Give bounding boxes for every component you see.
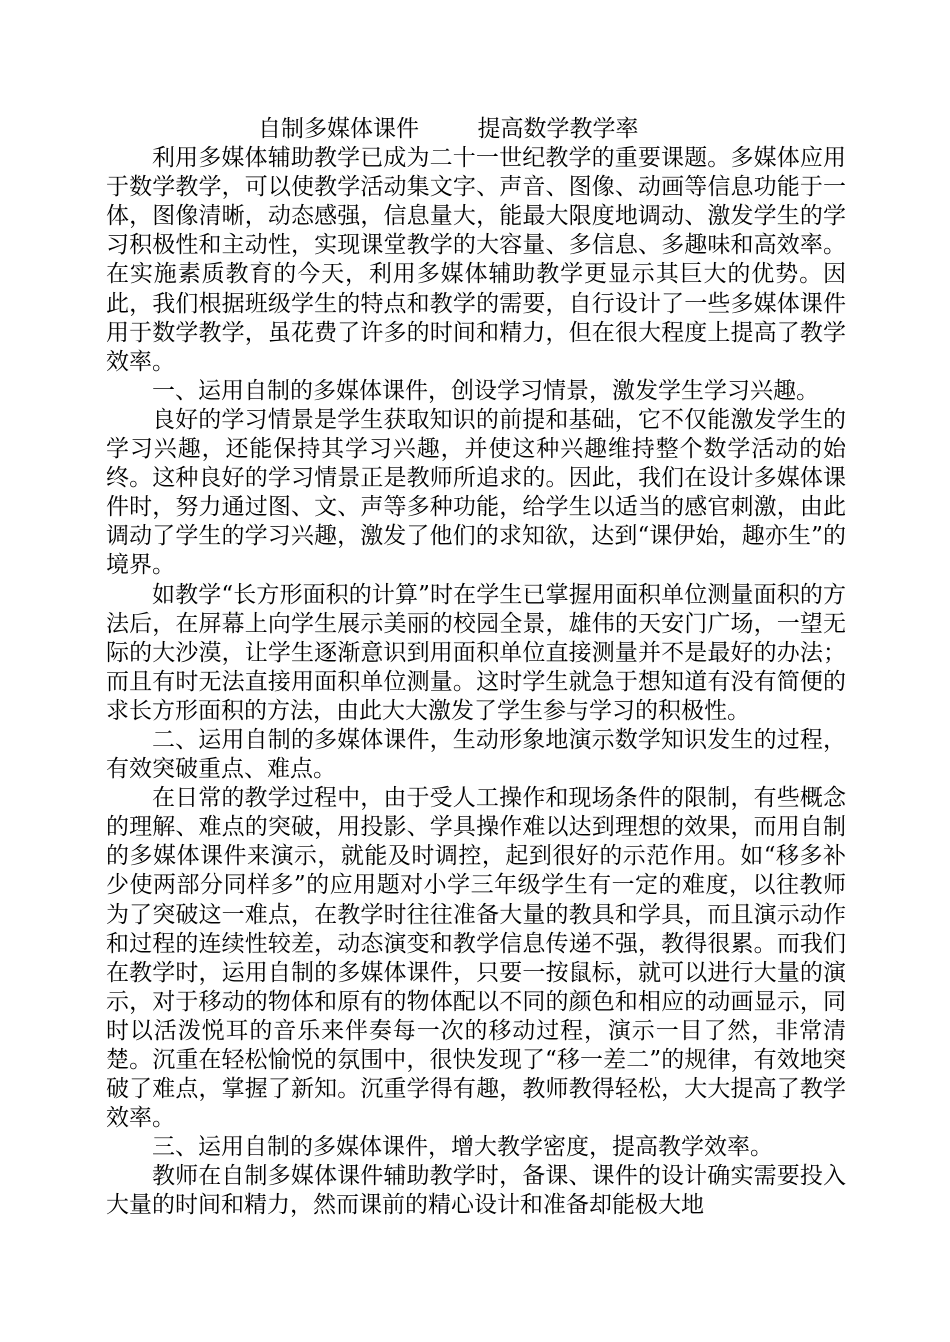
paragraph-intro: 利用多媒体辅助教学已成为二十一世纪教学的重要课题。多媒体应用于数学教学，可以使教学活动集文字、声音、图像、动画等信息功能于一体，图像清晰，动态感强，信息量大，能最大限度地调动、激发学生的学习积极性和主动性，实现课堂教学的大容量、多信息、多趣味和高效率。在实施素质教育的今天，利用多媒体辅助教学更显示其巨大的优势。因此，我们根据班级学生的特点和教学的需要，自行设计了一些多媒体课件用于数学教学，虽花费了许多的时间和精力，但在很大程度上提高了教学效率。 <box>106 145 846 375</box>
document-title: 自制多媒体课件 提高数学教学率 <box>258 116 639 142</box>
paragraph-section-2-body: 在日常的教学过程中，由于受人工操作和现场条件的限制，有些概念的理解、难点的突破，用投影、学具操作难以达到理想的效果，而用自制的多媒体课件来演示，就能及时调控，起到很好的示范作用。如“移多补少使两部分同样多”的应用题对小学三年级学生有一定的难度，以往教师为了突破这一难点，在教学时往往准备大量的教具和学具，而且演示动作和过程的连续性较差，动态演变和教学信息传递不强，教得很累。而我们在教学时，运用自制的多媒体课件，只要一按鼠标，就可以进行大量的演示，对于移动的物体和原有的物体配以不同的颜色和相应的动画显示，同时以活泼悦耳的音乐来伴奏每一次的移动过程，演示一目了然，非常清楚。沉重在轻松愉悦的氛围中，很快发现了“移一差二”的规律，有效地突破了难点，掌握了新知。沉重学得有趣，教师教得轻松，大大提高了教学效率。 <box>106 785 846 1132</box>
section-heading-2: 二、运用自制的多媒体课件，生动形象地演示数学知识发生的过程，有效突破重点、难点。 <box>106 726 846 783</box>
document-body <box>106 115 846 1221</box>
section-heading-1: 一、运用自制的多媒体课件，创设学习情景，激发学生学习兴趣。 <box>152 377 819 404</box>
section-heading-3: 三、运用自制的多媒体课件，增大教学密度，提高教学效率。 <box>152 1134 773 1161</box>
paragraph-section-1-body: 良好的学习情景是学生获取知识的前提和基础，它不仅能激发学生的学习兴趣，还能保持其学习兴趣，并使这种兴趣维持整个数学活动的始终。这种良好的学习情景正是教师所追求的。因此，我们在设计多媒体课件时，努力通过图、文、声等多种功能，给学生以适当的感官刺激，由此调动了学生的学习兴趣，激发了他们的求知欲，达到“课伊始，趣亦生”的境界。 <box>106 406 846 579</box>
paragraph-section-3-body: 教师在自制多媒体课件辅助教学时，备课、课件的设计确实需要投入大量的时间和精力，然而课前的精心设计和准备却能极大地 <box>106 1163 846 1219</box>
paragraph-section-1-example: 如教学“长方形面积的计算”时在学生已掌握用面积单位测量面积的方法后，在屏幕上向学生展示美丽的校园全景，雄伟的天安门广场，一望无际的大沙漠，让学生逐渐意识到用面积单位直接测量并不是最好的办法；而且有时无法直接用面积单位测量。这时学生就急于想知道有没有简便的求长方形面积的方法，由此大大激发了学生参与学习的积极性。 <box>106 581 846 724</box>
